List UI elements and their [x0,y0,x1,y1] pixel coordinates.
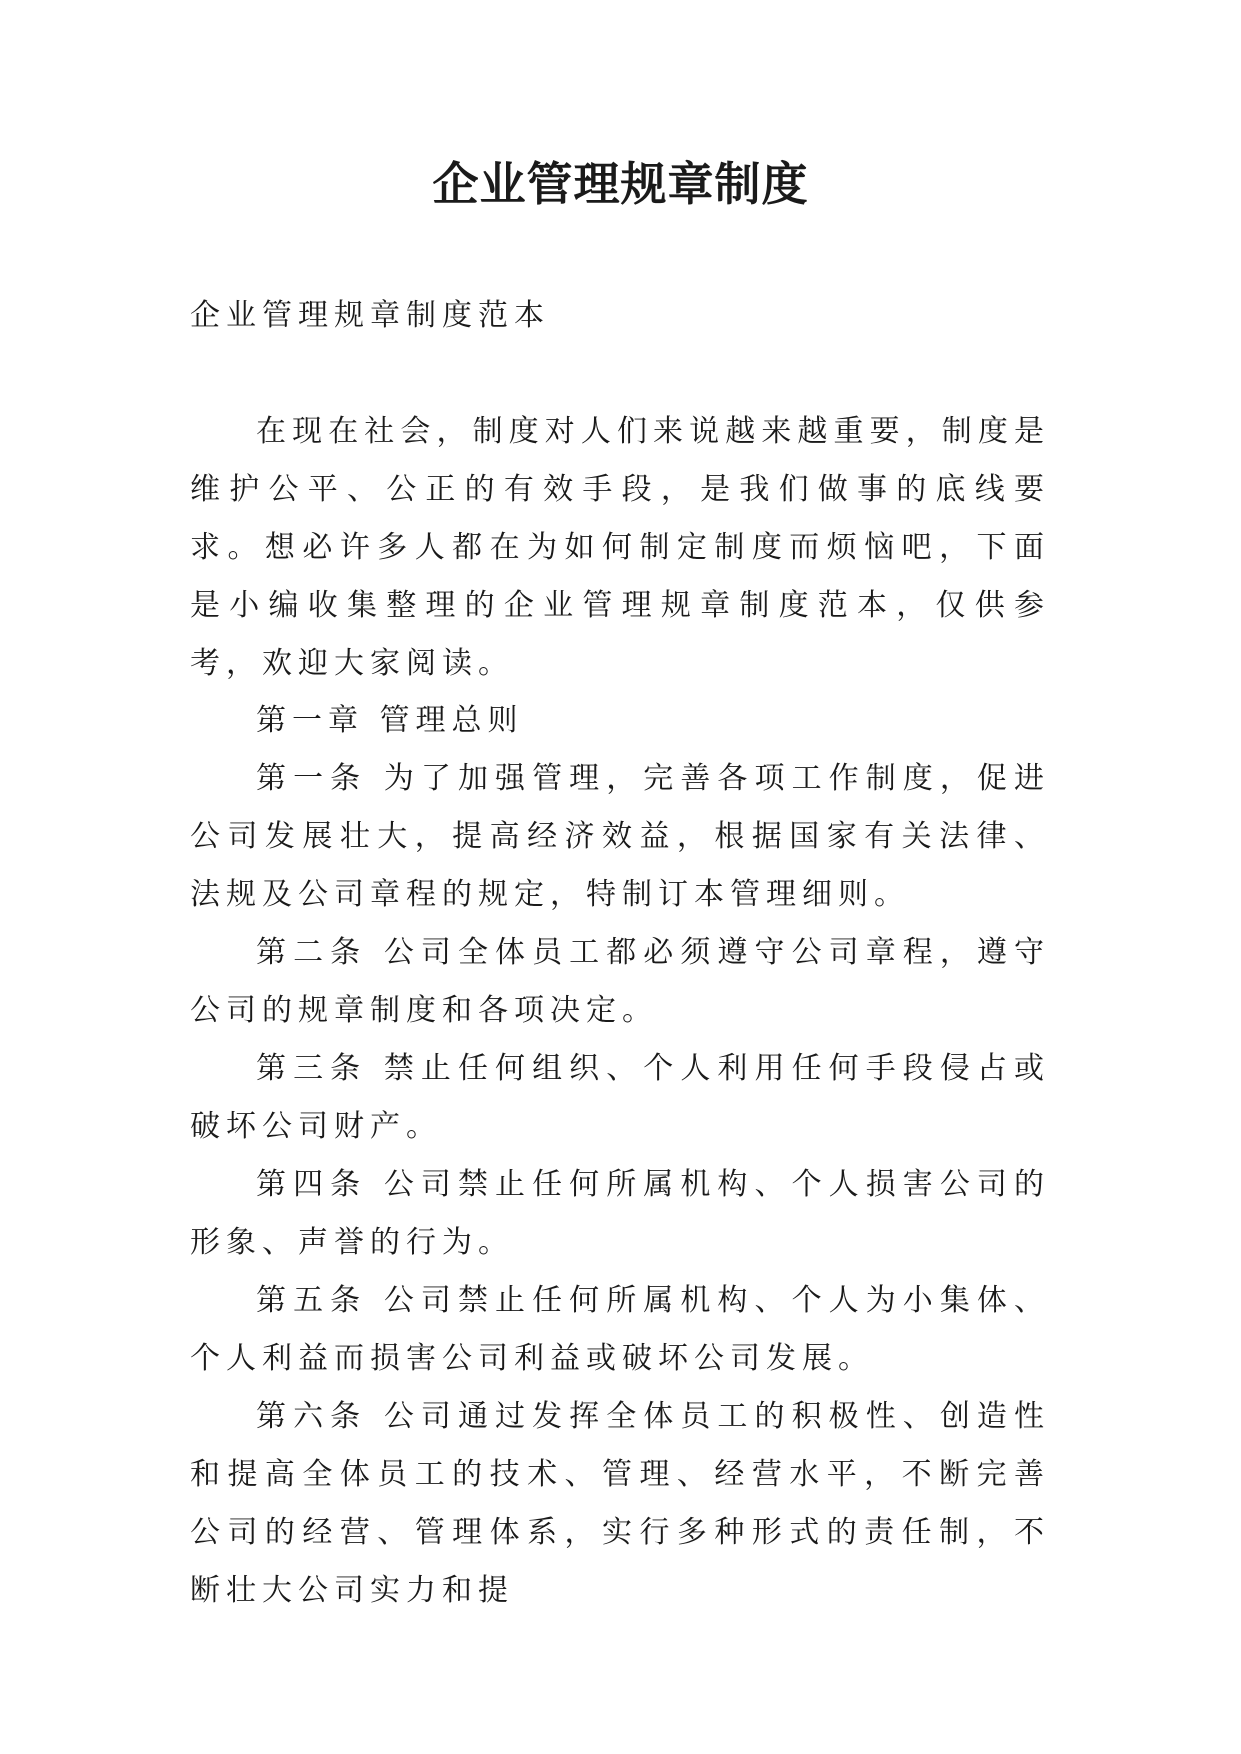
intro-section [190,403,1050,693]
document-title: 企业管理规章制度 [432,157,809,211]
article-2: 第二条 公司全体员工都必须遵守公司章程，遵守公司的规章制度和各项决定。 [190,935,1050,1028]
article-1: 第一条 为了加强管理，完善各项工作制度，促进公司发展壮大，提高经济效益，根据国家有关法律、法规及公司章程的规定，特制订本管理细则。 [190,761,1050,912]
article-5: 第五条 公司禁止任何所属机构、个人为小集体、个人利益而损害公司利益或破坏公司发展。 [190,1283,1050,1376]
chapter-section [190,692,1050,1620]
intro-paragraph: 在现在社会，制度对人们来说越来越重要，制度是维护公平、公正的有效手段，是我们做事的底线要求。想必许多人都在为如何制定制度而烦恼吧，下面是小编收集整理的企业管理规章制度范本，仅供参考，欢迎大家阅读。 [190,414,1050,681]
document-subtitle: 企业管理规章制度范本 [190,298,550,333]
article-6: 第六条 公司通过发挥全体员工的积极性、创造性和提高全体员工的技术、管理、经营水平，不断完善公司的经营、管理体系，实行多种形式的责任制，不断壮大公司实力和提 [190,1399,1050,1608]
article-3: 第三条 禁止任何组织、个人利用任何手段侵占或破坏公司财产。 [190,1051,1050,1144]
chapter-heading: 第一章 管理总则 [256,703,524,738]
article-4: 第四条 公司禁止任何所属机构、个人损害公司的形象、声誉的行为。 [190,1167,1050,1260]
